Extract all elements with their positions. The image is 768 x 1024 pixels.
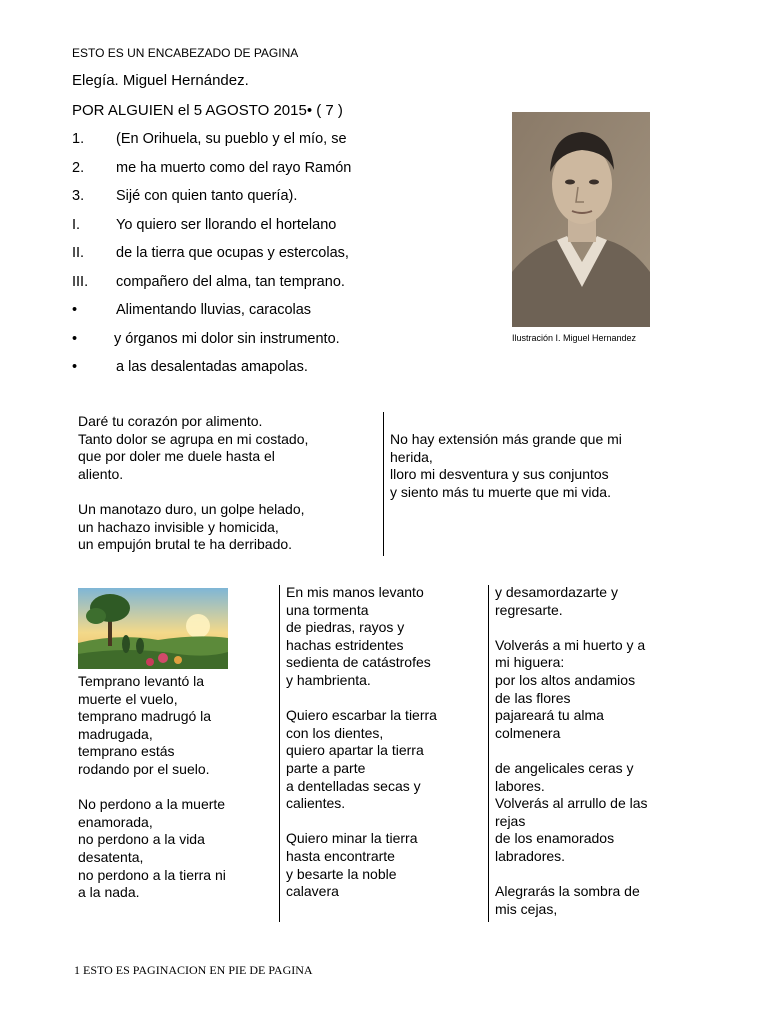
byline: POR ALGUIEN el 5 AGOSTO 2015• ( 7 ) [72,102,343,119]
figure-caption: Ilustración I. Miguel Hernandez [512,333,637,343]
page-header: ESTO ES UN ENCABEZADO DE PAGINA [72,46,299,60]
page-footer: 1 ESTO ES PAGINACION EN PIE DE PAGINA [74,963,313,977]
portrait-photo [512,112,650,327]
landscape-illustration [78,588,228,669]
document-title: Elegía. Miguel Hernández. [72,72,249,89]
column-divider [383,412,384,556]
poem-column-2: En mis manos levanto una tormenta de piedras, rayos y hachas estridentes sedienta de catástrofes y hambrienta. Quiero escarbar la tierra con los dientes, quiero apartar la tierra parte a parte a dentelladas secas y calientes. Quiero minar la tierra hasta encontrarte y besarte la noble calavera [286,584,437,900]
poem-column-1: Temprano levantó la muerte el vuelo, temprano madrugó la madrugada, temprano estás rodando por el suelo. No perdono a la muerte enamorada, no perdono a la vida desatenta, no perdono a la tierra ni a la nada. [78,673,226,901]
stanza-block-left: Daré tu corazón por alimento. Tanto dolor se agrupa en mi costado, que por doler me duele hasta el aliento. Un manotazo duro, un golpe helado, un hachazo invisible y homicida, un empujón brutal te ha derribado. [78,413,309,553]
column-divider [488,585,489,922]
stanza-block-right: No hay extensión más grande que mi herida, lloro mi desventura y sus conjuntos y siento más tu muerte que mi vida. [390,431,622,500]
column-divider [279,585,280,922]
poem-column-3: y desamordazarte y regresarte. Volverás a mi huerto y a mi higuera: por los altos andamios de las flores pajareará tu alma colmenera de angelicales ceras y labores. Volverás al arrullo de las rejas de los enamorados labradores. Alegrarás la sombra de mis cejas, [495,584,648,917]
